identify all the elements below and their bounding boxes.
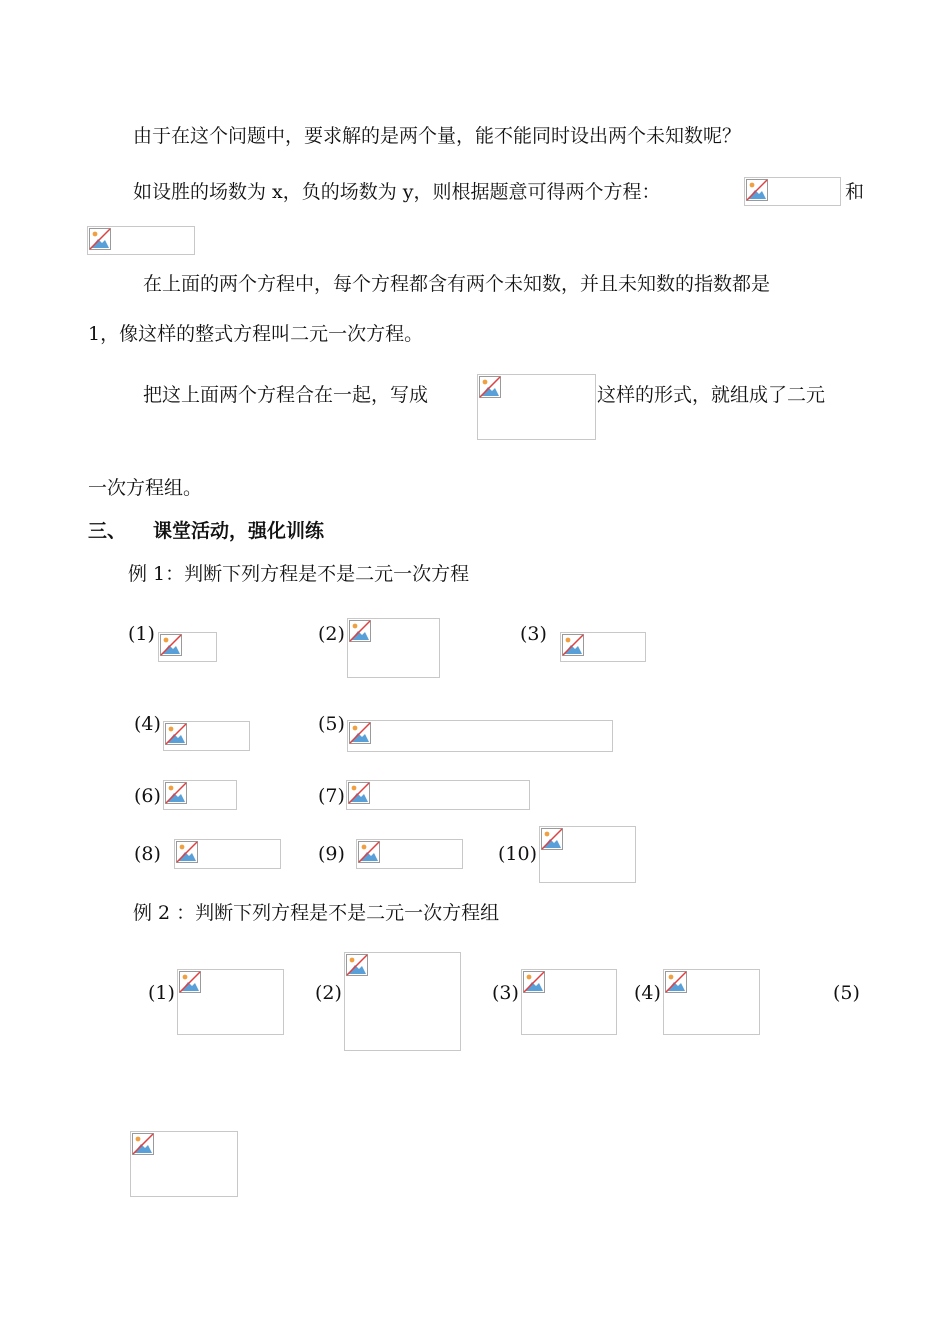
example2-system-image <box>521 969 617 1035</box>
equation-image-1 <box>744 177 841 206</box>
example1-equation-image <box>163 780 237 810</box>
section-number: 三、 <box>88 520 127 542</box>
example2-label: (4) <box>634 982 661 1004</box>
equation-image-2 <box>87 226 195 255</box>
example2-label: (5) <box>833 982 860 1004</box>
example1-label: (1) <box>128 623 155 645</box>
paragraph-system-end: 一次方程组。 <box>88 477 203 499</box>
paragraph-question: 由于在这个问题中，要求解的是两个量，能不能同时设出两个未知数呢？ <box>133 125 742 147</box>
example2-system-image <box>344 952 461 1051</box>
example1-equation-image <box>356 839 463 869</box>
example1-equation-image <box>347 720 613 752</box>
example1-label: (6) <box>134 785 161 807</box>
example2-label: (2) <box>315 982 342 1004</box>
equation-system-image <box>477 374 596 440</box>
example1-label: (2) <box>318 623 345 645</box>
example1-label: (3) <box>520 623 547 645</box>
paragraph-system-intro: 把这上面两个方程合在一起，写成 <box>143 384 429 406</box>
example2-system-image <box>177 969 284 1035</box>
paragraph-system-form: 这样的形式，就组成了二元 <box>597 384 826 406</box>
example2-system-image <box>130 1131 238 1197</box>
paragraph-equations-intro: 如设胜的场数为 x，负的场数为 y，则根据题意可得两个方程： <box>133 181 661 203</box>
example1-title: 例 1：判断下列方程是不是二元一次方程 <box>128 563 470 585</box>
example1-equation-image <box>560 632 646 662</box>
example1-equation-image <box>346 780 530 810</box>
example1-label: (8) <box>134 843 161 865</box>
example2-label: (3) <box>492 982 519 1004</box>
example1-equation-image <box>174 839 281 869</box>
example1-label: (10) <box>498 843 538 865</box>
example1-equation-image <box>347 618 440 678</box>
paragraph-definition-line1: 在上面的两个方程中，每个方程都含有两个未知数，并且未知数的指数都是 <box>143 273 771 295</box>
example1-equation-image <box>158 632 217 662</box>
section-title: 课堂活动，强化训练 <box>153 520 325 542</box>
example1-label: (4) <box>134 713 161 735</box>
example2-title: 例 2 ：判断下列方程是不是二元一次方程组 <box>133 902 500 924</box>
paragraph-definition-line2: 1，像这样的整式方程叫二元一次方程。 <box>88 323 424 345</box>
example1-label: (9) <box>318 843 345 865</box>
example1-label: (7) <box>318 785 345 807</box>
example2-label: (1) <box>148 982 175 1004</box>
example1-equation-image <box>539 826 636 883</box>
example2-system-image <box>663 969 760 1035</box>
paragraph-and: 和 <box>845 181 865 203</box>
example1-label: (5) <box>318 713 345 735</box>
example1-equation-image <box>163 721 250 751</box>
